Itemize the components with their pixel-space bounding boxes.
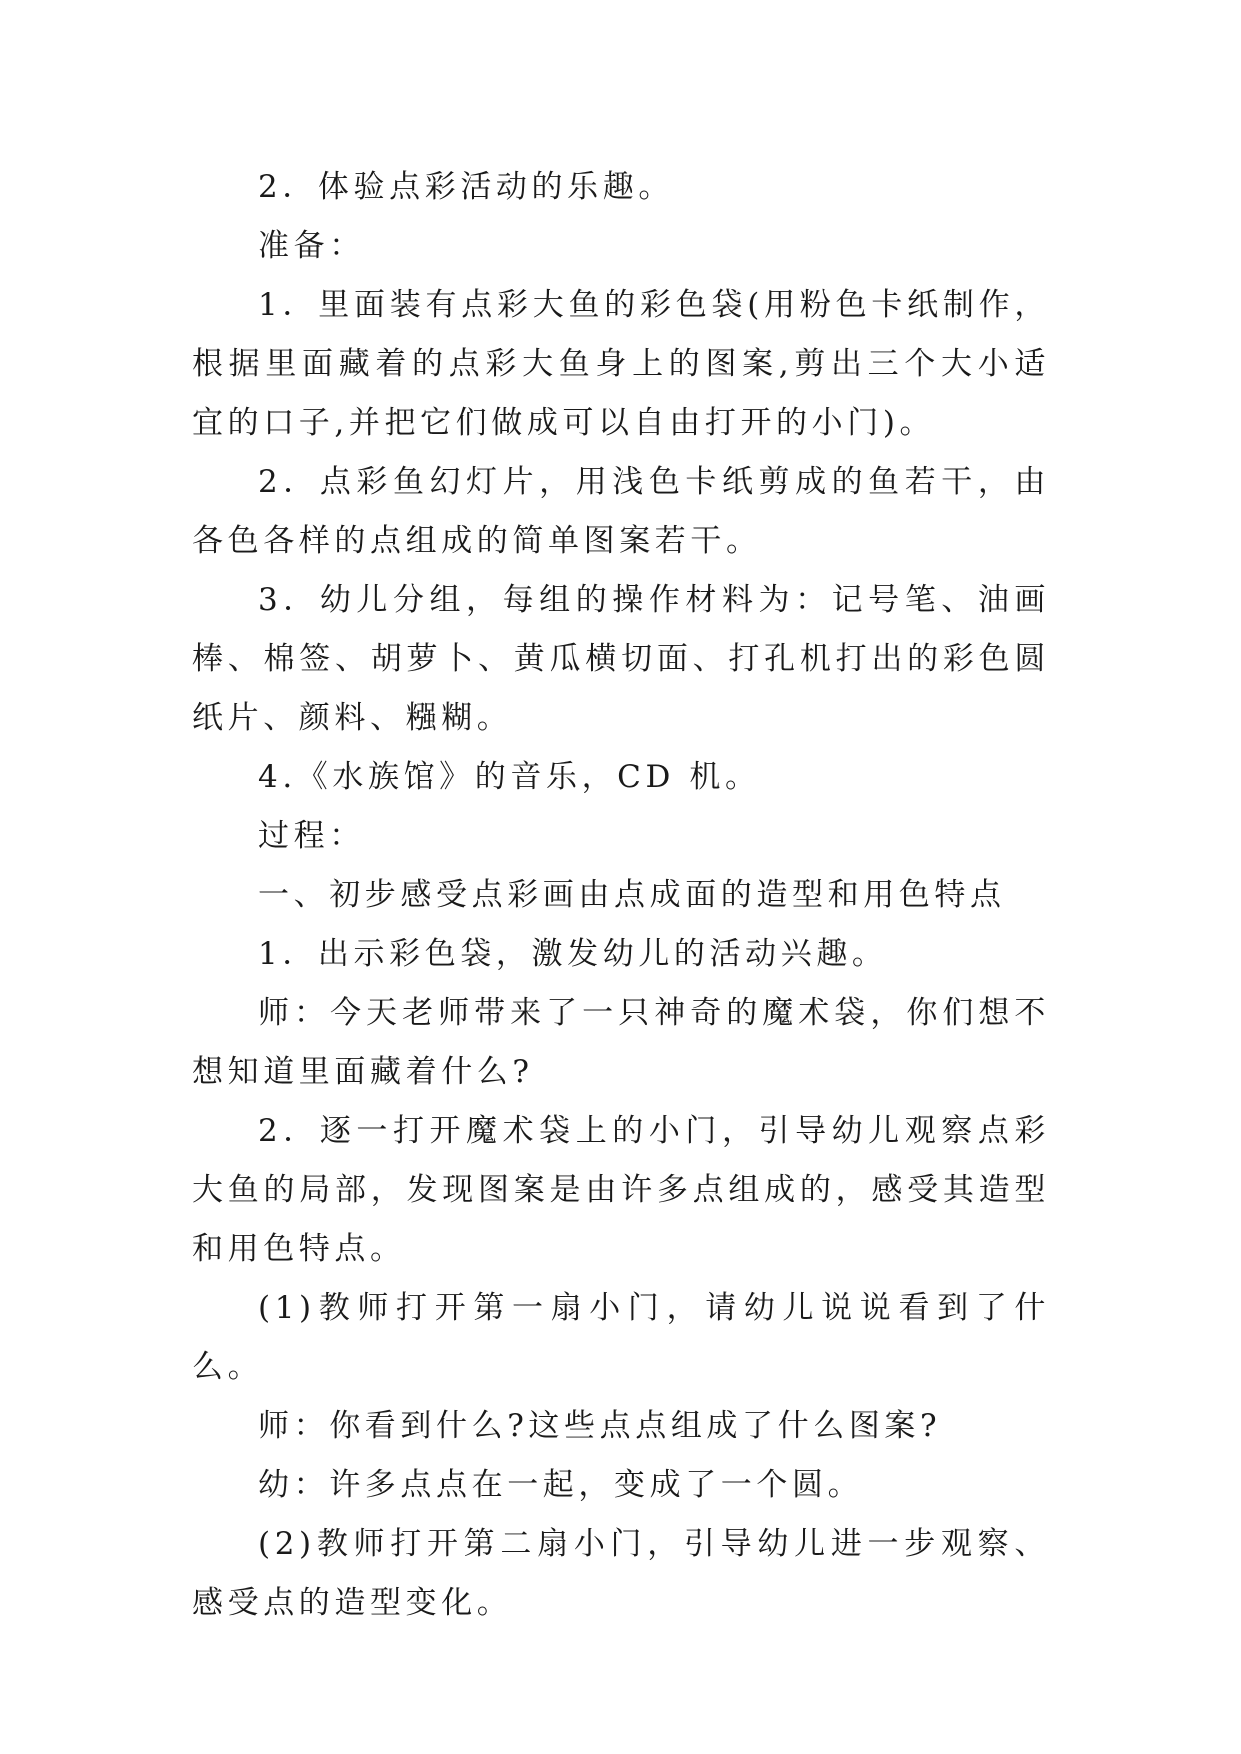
paragraph-step-2: 2．逐一打开魔术袋上的小门，引导幼儿观察点彩大鱼的局部，发现图案是由许多点组成的，感受其造型和用色特点。 (192, 1113, 1050, 1267)
heading-process: 过程： (258, 818, 365, 854)
document-body (192, 158, 1050, 1633)
paragraph-goal-2: 2．体验点彩活动的乐趣。 (258, 169, 674, 205)
paragraph-child-line-1: 幼：许多点点在一起，变成了一个圆。 (258, 1467, 864, 1503)
section-heading-1: 一、初步感受点彩画由点成面的造型和用色特点 (258, 877, 1006, 913)
paragraph-teacher-line-2: 师：你看到什么?这些点点组成了什么图案? (258, 1408, 942, 1444)
paragraph-step-1: 1．出示彩色袋，激发幼儿的活动兴趣。 (258, 936, 888, 972)
paragraph-prep-3: 3．幼儿分组，每组的操作材料为：记号笔、油画棒、棉签、胡萝卜、黄瓜横切面、打孔机打出的彩色圆纸片、颜料、糨糊。 (192, 582, 1050, 736)
heading-preparation: 准备： (258, 228, 365, 264)
paragraph-prep-4: 4.《水族馆》的音乐，CD 机。 (258, 759, 761, 795)
paragraph-prep-2: 2．点彩鱼幻灯片，用浅色卡纸剪成的鱼若干，由各色各样的点组成的简单图案若干。 (192, 464, 1050, 559)
paragraph-substep-2: (2)教师打开第二扇小门，引导幼儿进一步观察、感受点的造型变化。 (192, 1526, 1050, 1621)
paragraph-prep-1: 1．里面装有点彩大鱼的彩色袋(用粉色卡纸制作，根据里面藏着的点彩大鱼身上的图案,剪出三个大小适宜的口子,并把它们做成可以自由打开的小门)。 (192, 287, 1050, 441)
paragraph-teacher-line-1: 师：今天老师带来了一只神奇的魔术袋，你们想不想知道里面藏着什么? (192, 995, 1050, 1090)
paragraph-substep-1: (1)教师打开第一扇小门，请幼儿说说看到了什么。 (192, 1290, 1050, 1385)
